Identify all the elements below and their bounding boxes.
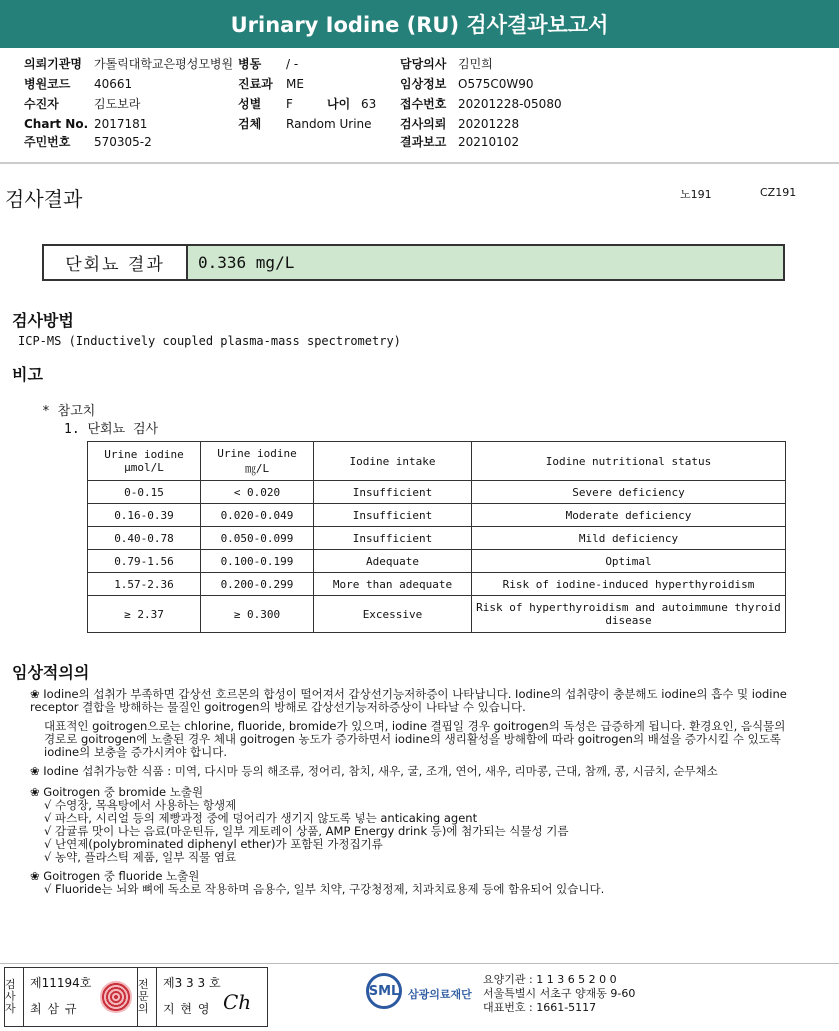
specimen-field: 검체 Random Urine <box>238 117 372 131</box>
table-row: 1.57-2.36 0.200-0.299 More than adequate Risk of iodine-induced hyperthyroidism <box>88 573 786 596</box>
chart-number-field: Chart No. 2017181 <box>24 117 148 131</box>
ward-field: 병동 / - <box>238 57 299 71</box>
method-text: ICP-MS (Inductively coupled plasma-mass spectrometry) <box>18 334 401 348</box>
request-date-field: 검사의뢰 20201228 <box>400 117 520 131</box>
header-mg: Urine iodine ㎎/L <box>201 442 314 481</box>
clinical-body <box>30 688 790 896</box>
result-section-title: 검사결과 <box>5 187 83 211</box>
doctor-field: 담당의사 김민희 <box>400 57 493 71</box>
remarks-title: 비고 <box>12 365 43 384</box>
test-code-left: 노191 <box>680 188 712 201</box>
result-box <box>42 244 785 281</box>
seal-icon <box>100 981 132 1013</box>
organization-name: 삼광의료재단 <box>408 988 472 1001</box>
resident-number-field: 주민번호 570305-2 <box>24 135 152 149</box>
report-date-field: 결과보고 20210102 <box>400 135 520 149</box>
result-value: 0.336 mg/L <box>188 246 783 279</box>
table-header-row <box>88 442 786 481</box>
reference-subtitle: 1. 단회뇨 검사 <box>64 422 159 437</box>
fluoride-title: ❀ Goitrogen 중 fluoride 노출원 <box>30 869 200 883</box>
confirmer-name: 지 현 영 <box>163 1002 211 1016</box>
clinical-paragraph: ❀ Iodine 섭취가능한 식품 : 미역, 다시마 등의 해조류, 정어리, 참치, 새우, 굴, 조개, 연어, 새우, 리마콩, 근대, 참깨, 콩, 시금치, 순무채소 <box>30 764 718 778</box>
list-item: √ 난연제(polybrominated diphenyl ether)가 포함된 가정집기류 <box>44 837 383 851</box>
result-label: 단회뇨 결과 <box>44 246 188 279</box>
table-row: 0.40-0.78 0.050-0.099 Insufficient Mild deficiency <box>88 527 786 550</box>
reference-title: * 참고치 <box>42 404 96 419</box>
inspector-label: 검사자 <box>5 968 24 1026</box>
hospital-code-field: 병원코드 40661 <box>24 77 133 91</box>
clinical-paragraph: 대표적인 goitrogen으로는 chlorine, fluoride, bromide가 있으며, iodine 결핍일 경우 goitrogen의 독성은 급증하게 됩니다. 환경요인, 음식물의 경로로 goitrogen에 노출된 경우 체내 goitrogen 농도가 증가하면서 iodine의 생리활성을 방해함에 따라 goitrogen의 배설을 증가시킬 수 있도록 iodine의 보충을 증가시켜야 합니다. <box>44 719 786 759</box>
inspector-name: 최 삼 규 <box>30 1002 78 1016</box>
clinical-info-field: 임상정보 O575C0W90 <box>400 77 534 91</box>
confirmer-number: 제3 3 3 호 <box>163 976 221 990</box>
clinical-title: 임상적의의 <box>12 663 90 682</box>
report-title-banner <box>0 0 839 48</box>
care-code: 요양기관 : 1 1 3 6 5 2 0 0 <box>483 973 617 986</box>
sex-field: 성별 F <box>238 97 293 111</box>
signature-box <box>4 967 268 1027</box>
table-row: 0-0.15 < 0.020 Insufficient Severe deficiency <box>88 481 786 504</box>
signature-icon: Ch <box>223 990 252 1014</box>
list-item: √ 농약, 플라스틱 제품, 일부 직물 염료 <box>44 850 237 864</box>
table-row: ≥ 2.37 ≥ 0.300 Excessive Risk of hyperthyroidism and autoimmune thyroid disease <box>88 596 786 633</box>
list-item: √ 감귤류 맛이 나는 음료(마운틴듀, 일부 게토레이 상품, AMP Energy drink 등)에 첨가되는 식물성 기름 <box>44 824 569 838</box>
bromide-title: ❀ Goitrogen 중 bromide 노출원 <box>30 785 204 799</box>
header-umol: Urine iodine μmol/L <box>88 442 201 481</box>
table-row: 0.16-0.39 0.020-0.049 Insufficient Moderate deficiency <box>88 504 786 527</box>
address: 서울특별시 서초구 양재동 9-60 <box>483 987 636 1000</box>
confirmer-label: 전문의 <box>137 968 157 1026</box>
institution-field: 의뢰기관명 가톨릭대학교은평성모병원 <box>24 57 234 71</box>
patient-name-field: 수진자 김도보라 <box>24 97 141 111</box>
clinical-paragraph: ❀ Iodine의 섭취가 부족하면 갑상선 호르몬의 합성이 떨어져서 갑상선기능저하증이 나타납니다. Iodine의 섭취량이 충분해도 iodine의 흡수 및 iodine receptor 결합을 방해하는 물질인 goitrogen의 방해로 갑상선기능저하증상이 나타날 수 있습니다. <box>30 687 787 714</box>
sml-logo-icon: SML <box>366 973 402 1009</box>
table-row: 0.79-1.56 0.100-0.199 Adequate Optimal <box>88 550 786 573</box>
receipt-number-field: 접수번호 20201228-05080 <box>400 97 562 111</box>
list-item: √ 파스타, 시리얼 등의 제빵과정 중에 덩어리가 생기지 않도록 넣는 anticaking agent <box>44 811 478 825</box>
phone: 대표번호 : 1661-5117 <box>483 1001 597 1014</box>
report-title: Urinary Iodine (RU) 검사결과보고서 <box>230 13 609 37</box>
header-status: Iodine nutritional status <box>472 442 786 481</box>
department-field: 진료과 ME <box>238 77 304 91</box>
header-intake: Iodine intake <box>314 442 472 481</box>
patient-info-panel <box>0 48 839 164</box>
inspector-number: 제11194호 <box>30 976 92 990</box>
organization-info <box>483 973 635 1015</box>
report-footer <box>0 963 839 1031</box>
age-field: 나이 63 <box>327 97 377 111</box>
list-item: √ Fluoride는 뇌와 뼈에 독소로 작용하며 음용수, 일부 치약, 구강청정제, 치과치료용제 등에 함유되어 있습니다. <box>44 882 605 896</box>
test-code-right: CZ191 <box>760 186 797 199</box>
reference-table <box>87 441 786 633</box>
list-item: √ 수영장, 목욕탕에서 사용하는 항생제 <box>44 798 237 812</box>
method-title: 검사방법 <box>12 311 74 330</box>
